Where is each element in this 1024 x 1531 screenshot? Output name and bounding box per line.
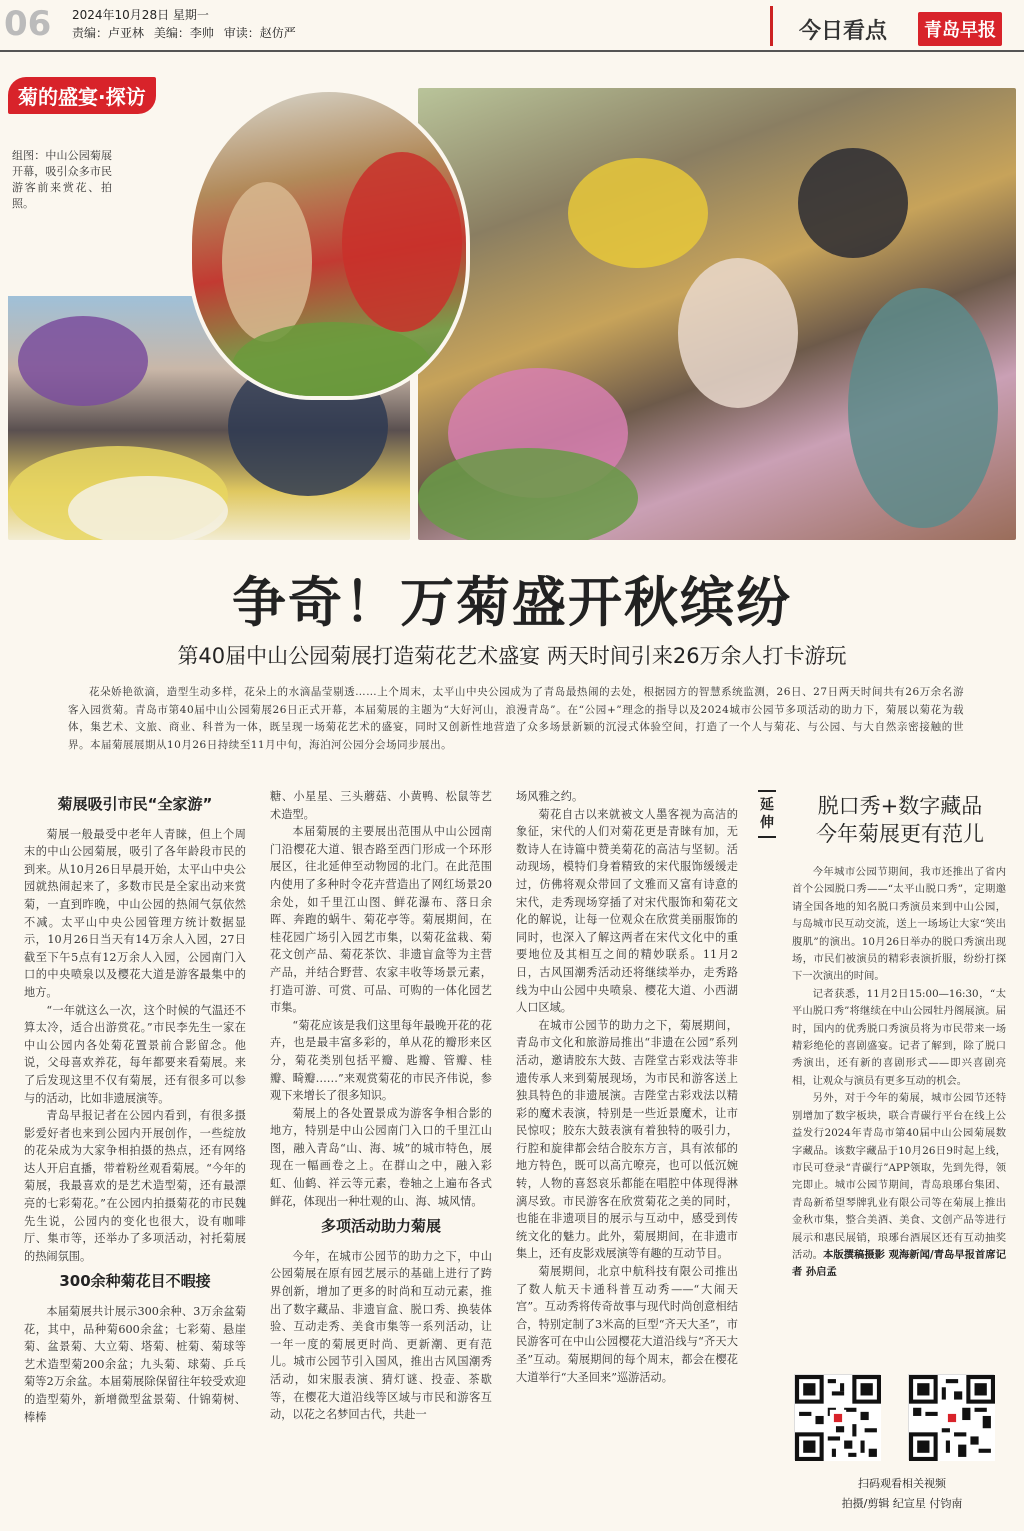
section-heading: 多项活动助力菊展: [320, 1217, 441, 1236]
sidebar-title-line: 脱口秀+数字藏品: [817, 794, 983, 818]
body-paragraph: 本届菊展的主要展出范围从中山公园南门沿樱花大道、银杏路至西门形成一个环形展区，往北延伸至动物园的北门。在此范围内使用了多种时令花卉营造出了网红场景20余处，如千里江山图、鲜花瀑布、落日余晖、奔跑的蜗牛、菊花亭等。菊展期间，在桂花园广场引入园艺市集，以菊花盆栽、菊花文创产品、菊花茶饮、非遗盲盒等为主营产品，并结合野营、农家丰收等场景元素，打造可游、可赏、可品、可购的一体化园艺市集。: [270, 825, 492, 1015]
headline: 争奇！万菊盛开秋缤纷: [232, 571, 792, 634]
body-paragraph: 糖、小星星、三头蘑菇、小黄鸭、松鼠等艺术造型。: [270, 790, 492, 821]
body-paragraph: “菊花应该是我们这里每年最晚开花的花卉，也是最丰富多彩的，单从花的瓣形来区分，菊花类别包括平瓣、匙瓣、管瓣、桂瓣、畸瓣……”来观赏菊花的市民齐伟说，参观下来增长了很多知识。: [270, 1018, 492, 1103]
feature-tag: [8, 76, 156, 114]
body-text: 另外，对于今年的菊展，城市公园节还特别增加了数字板块，联合青碳行平台在线上公益发行2024年青岛市第40届中山公园菊展数字藏品。该数字藏品于10月26日9时起上线，市民可登录“青碳行”APP领取，先到先得，领完即止。城市公园节期间，青岛琅琊台集团、青岛新希望琴牌乳业有限公司等在菊展上推出金秋市集，整合美酒、美食、文创产品等进行展示和惠民展销，琅琊台酒展区还有互动抽奖活动。: [792, 1092, 1006, 1261]
body-paragraph: 记者获悉，11月2日15:00—16:30，“太平山脱口秀”将继续在中山公园牡丹阁展演。届时，国内的优秀脱口秀演员将为市民带来一场精彩绝伦的喜剧盛宴。记者了解到，除了脱口秀演出，还有新的喜剧形式——即兴喜剧亮相，让观众与演员有更多互动的机会。: [792, 987, 1006, 1087]
editor-name: 责编：卢亚林: [72, 26, 145, 40]
qr-code[interactable]: [908, 1374, 994, 1460]
feature-tag-label: 菊的盛宴·探访: [8, 77, 156, 114]
qr-code-icon: [909, 1375, 995, 1461]
section-label: [770, 6, 910, 46]
editor-name: 美编：李帅: [153, 26, 214, 40]
qr-code-group: [794, 1374, 1010, 1464]
body-paragraph: 今年，在城市公园节的助力之下，中山公园菊展在原有园艺展示的基础上进行了跨界创新，增加了更多的时尚和互动元素，推出了数字藏品、非遗盲盒、脱口秀、换装体验、互动走秀、美食市集等一系列活动，让一年一度的菊展更时尚、更新潮、更有范儿。城市公园节引入国风，推出古风国潮秀活动，如宋服表演、猜灯谜、投壶、茶歇等，在樱花大道沿线等区域与市民和游客互动，以花之名梦回古代，共赴一: [270, 1249, 492, 1422]
section-heading: 300余种菊花目不暇接: [59, 1272, 211, 1291]
sidebar-title-line: 今年菊展更有范儿: [816, 822, 984, 846]
body-paragraph: 菊花自古以来就被文人墨客视为高洁的象征，宋代的人们对菊花更是青睐有加，无数诗人在诗篇中赞美菊花的高洁与坚韧。活动现场，模特们身着精致的宋代服饰缓缓走过，仿佛将观众带回了文雅而又富有诗意的宋代，走秀现场穿插了对宋代服饰和菊花文化的解说，让每一位观众在欣赏美丽服饰的同时，也深入了解这两者在宋代文化中的重要地位及其相互之间的精妙联系。11月2日，古风国潮秀活动还将继续举办，走秀路线为中山公园中央喷泉、樱花大道、小西湖人口区域。: [516, 807, 738, 1015]
section-heading: 菊展吸引市民“全家游”: [57, 795, 213, 813]
sidebar-title: [788, 792, 1012, 848]
body-paragraph: 菊展上的各处置景成为游客争相合影的地方，特别是中山公园南门入口的千里江山图，融入青岛“山、海、城”的城市特色，展现在一幅画卷之上。在群山之中，融入彩虹、仙鹤、祥云等元素，卷轴之上遍布各式鲜花，体现出一种壮观的山、海、城风情。: [270, 1106, 492, 1208]
lead-paragraph: 花朵娇艳欲滴，造型生动多样，花朵上的水滴晶莹剔透……上个周末，太平山中央公园成为了青岛最热闹的去处，根据园方的智慧系统监测，26日、27日两天时间共有26万余名游客入园赏菊。青岛市第40届中山公园菊展26日正式开幕，本届菊展的主题为“大好河山，浪漫青岛”。在“公园+”理念的指导以及2024城市公园节多项活动的助力下，菊展以菊花为载体，集艺术、文旅、商业、科普为一体，既呈现一场菊花艺术的盛宴，同时又创新性地营造了众多场景新颖的沉浸式体验空间，打造了一个人与菊花、与公园、与大自然亲密接触的世界。本届菊展展期从10月26日持续至11月中旬，海泊河公园分会场同步展出。: [68, 686, 964, 751]
sidebar-tag: 延伸: [758, 790, 776, 838]
editor-name: 审读：赵仿严: [223, 26, 296, 40]
qr-caption-block: [794, 1474, 1010, 1514]
body-paragraph: “一年就这么一次，这个时候的气温还不算太冷，适合出游赏花。”市民李先生一家在中山公园内各处菊花置景前合影留念。他说，父母喜欢养花，每年都要来看菊展。来了后发现这里不仅有菊展，还有很多可以参与的活动，比如非遗展演等。: [24, 1003, 246, 1105]
sidebar-body: [792, 864, 1006, 1282]
article-column-3: [516, 788, 738, 1386]
page-header: [0, 0, 1024, 52]
photo-collage: [8, 60, 1016, 540]
body-paragraph: 场风雅之约。: [516, 790, 584, 803]
qr-code-icon: [795, 1375, 881, 1461]
article-column-1: [24, 788, 246, 1426]
qr-code[interactable]: [794, 1374, 880, 1460]
body-paragraph: 菊展期间，北京中航科技有限公司推出了数人航天卡通科普互动秀——“大闹天宫”。互动秀将传奇故事与现代时尚创意相结合，特别定制了3米高的巨型“齐天大圣”，市民游客可在中山公园樱花大道沿线与“齐天大圣”互动。菊展期间的每个周末，都会在樱花大道举行“大圣回来”巡游活动。: [516, 1265, 738, 1384]
page-number: 06: [4, 4, 52, 44]
photo-caption: 组图：中山公园菊展开幕，吸引众多市民游客前来赏花、拍照。: [12, 149, 112, 210]
body-paragraph: 今年城市公园节期间，我市还推出了省内首个公园脱口秀——“太平山脱口秀”，定期邀请全国各地的知名脱口秀演员来到中山公园，与岛城市民互动交流，送上一场场让大家“笑出腹肌”的演出。10月26日举办的脱口秀演出现场，市民们被演员的精彩表演折服，纷纷打探下一次演出的时间。: [792, 866, 1006, 983]
qr-credit: 拍摄/剪辑 纪宣星 付钧南: [841, 1497, 963, 1510]
editor-list: [72, 24, 302, 42]
issue-date: 2024年10月28日 星期一: [72, 8, 209, 22]
section-title: 今日看点: [799, 19, 888, 44]
byline: 本版撰稿摄影 观海新闻/青岛早报首席记者 孙启孟: [792, 1248, 1006, 1279]
article-column-2: [270, 788, 492, 1424]
body-paragraph: [792, 1090, 1006, 1281]
photo-selfie-visitor: [188, 88, 470, 400]
body-paragraph: 青岛早报记者在公园内看到，有很多摄影爱好者也来到公园内开展创作，一些绽放的花朵成为大家争相拍摄的热点，还有网络达人开启直播，带着粉丝观看菊展。“今年的菊展，我最喜欢的是艺术造型菊，还有最漂亮的七彩菊花。”在公园内拍摄菊花的市民魏先生说，公园内的变化也很大，设有咖啡厅、集市等，还举办了多项活动，衬托菊展的热闹氛围。: [24, 1109, 246, 1263]
issue-meta: [72, 6, 302, 42]
body-paragraph: 菊展一般最受中老年人青睐，但上个周末的中山公园菊展，吸引了各年龄段市民的到来。从10月26日早晨开始，太平山中央公园就热闹起来了，多数市民是全家出动来赏菊，一直到昨晚，中山公园的热闹气氛依然不减。太平山中央公园管理方统计数据显示，10月26日当天有14万余人入园，27日截至下午5点有12万余人入园，公园南门入口的中央喷泉以及樱花大道是游客最集中的地方。: [24, 827, 246, 999]
photo-crowd-closeup: [418, 88, 1016, 540]
body-paragraph: 在城市公园节的助力之下，菊展期间，青岛市文化和旅游局推出“非遗在公园”系列活动，邀请胶东大鼓、吉陛堂古彩戏法等非遗传承人来到菊展现场，为市民和游客送上独具特色的非遗展演。吉陛堂古彩戏法以精彩的魔术表演，特别是一些近景魔术，让市民惊叹；胶东大鼓表演有着独特的吸引力，行腔和旋律都会结合胶东方言，具有浓郁的地方特色，既可以高亢嘹亮，也可以低沉婉转，人物的喜怒哀乐都能在唱腔中体现得淋漓尽致。市民游客在欣赏菊花之美的同时，也能在非遗项目的展示与互动中，感受到传统文化的魅力。此外，菊展期间，在非遗市集上，还有皮影戏展演等有趣的互动节目。: [516, 1018, 738, 1261]
qr-caption: 扫码观看相关视频: [858, 1477, 946, 1490]
body-paragraph: 本届菊展共计展示300余种、3万余盆菊花，其中，品种菊600余盆；七彩菊、悬崖菊、盆景菊、大立菊、塔菊、桩菊、菊球等艺术造型菊200余盆；九头菊、球菊、乒乓菊等2万余盆。本届菊展除保留往年较受欢迎的造型菊外，新增微型盆景菊、什锦菊树、棒棒: [24, 1305, 246, 1424]
sidebar-extension: [754, 784, 1016, 1520]
subheadline: 第40届中山公园菊展打造菊花艺术盛宴 两天时间引来26万余人打卡游玩: [177, 644, 847, 668]
newspaper-logo: 青岛早报: [918, 12, 1002, 46]
